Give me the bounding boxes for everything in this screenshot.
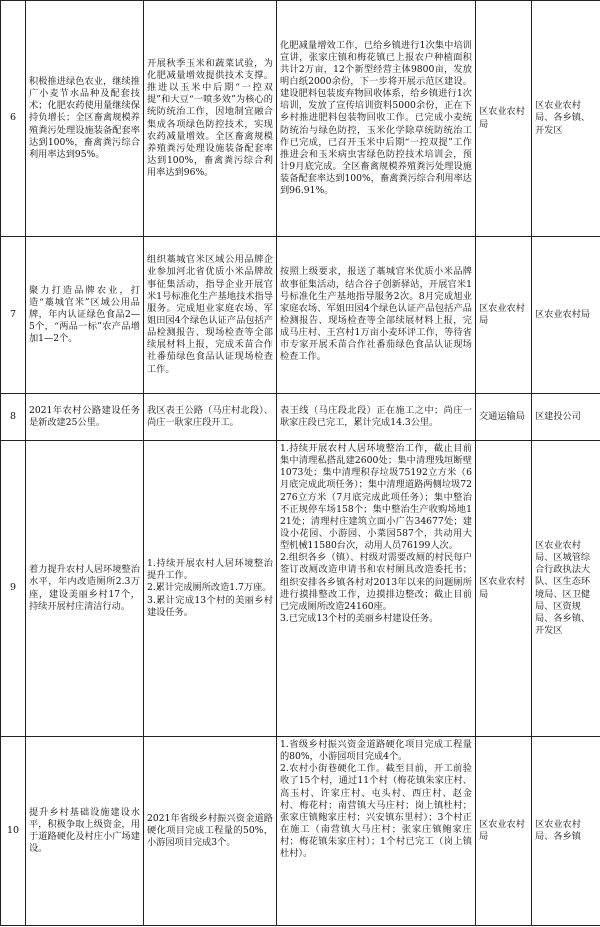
table-row [1,394,600,441]
row-number: 9 [1,441,26,737]
responsible-unit-cell: 区建投公司 [532,394,600,441]
plan-cell: 2021年省级乡村振兴资金道路硬化项目完成工程量的50%，小游园项目完成3个。 [144,737,277,926]
progress-cell: 1.持续开展农村人居环境整治工作，截止目前集中清理私搭乱建2600处；集中清理残垣断壁1073处；集中清理积存垃圾75192立方米（6月底完成此项任务）；集中清理道路两侧垃圾72276立方米（7月底完成此项任务）；集中整治不正规停车场158个；集中整治生产收购场地121处；清理村庄建筑立面小广告34677处；建设小花园、小游园、小菜园587个，共动用大型机械11580台次，动用人员76199人次。 2.组织各乡（镇）、村级对需要改厕的村民每户签订改厕改造申请书和农村厕具改造委托书；组织安排各乡镇各村对2013年以来的问题厕所进行摸排整改工作，边摸排边整改；截止目前已完成厕所改造24160座。 3.已完成13个村的美丽乡村建设任务。 [277,441,476,737]
row-number: 7 [1,237,26,394]
row-number: 8 [1,394,26,441]
plan-cell: 1.持续开展农村人居环境整治提升工作。 2.累计完成厕所改造1.7万座。 3.累计完成13个村的美丽乡村建设任务。 [144,441,277,737]
row-number: 10 [1,737,26,926]
plan-cell: 组织藁城官米区域公用品牌企业参加河北省优质小米品牌故事征集活动，指导企业开展官米1号标准化生产基地技术指导服务。完成旭业家庭农场、军姐田园4个绿色认证产品包括产品检测报告、现场检查等全部续展材料上报，完成禾苗合作社番茄绿色食品认证现场检查工作。 [144,237,277,394]
lead-unit-cell: 区农业农村局 [476,237,532,394]
progress-cell: 化肥减量增效工作，已给乡镇进行1次集中培训宣讲，张家庄镇和梅花镇已上报农户种植面积共计2万亩，12个新型经营主体9800亩，发放明白纸2000余份，下一步将开展示范区建设。建设肥料包装废弃物回收体系，给乡镇进行1次培训，发放了宣传培训资料5000余份，正在下乡村推进肥料包装物回收工作。已完成小麦统防统治与绿色防控，玉米化学除草统防统治工作已完成，已召开玉米中后期“一控双提”工作推进会和玉米病虫害绿色防控技术培训会，预计9月底完成。全区畜禽规模养殖粪污处理设施装备配套率达到100%，畜禽粪污综合利用率达到96.91%。 [277,1,476,237]
table-row [1,737,600,926]
lead-unit-cell: 交通运输局 [476,394,532,441]
progress-cell: 表王线（马庄段北段）正在施工之中；尚庄一耿家庄段已完工，累计完成14.3公里。 [277,394,476,441]
task-cell: 积极推进绿色农业，继续推广小麦节水品种及配套技术；化肥农药使用量继续保持负增长；全区畜禽规模养殖粪污处理设施装备配套率达到100%，畜禽粪污综合利用率达到95%。 [26,1,144,237]
task-cell: 提升乡村基础设施建设水平，积极争取上级资金，用于道路硬化及村庄小广场建设。 [26,737,144,926]
responsible-unit-cell: 区农业农村局、各乡镇、开发区 [532,1,600,237]
task-cell: 2021年农村公路建设任务是新改建25公里。 [26,394,144,441]
responsible-unit-cell: 区农业农村局、各乡镇 [532,737,600,926]
table-row [1,441,600,737]
task-cell: 着力提升农村人居环境整治水平，年内改造厕所2.3万座，建设美丽乡村17个，持续开展村庄清洁行动。 [26,441,144,737]
row-number: 6 [1,1,26,237]
plan-cell: 我区表王公路（马庄村北段）、尚庄一耿家庄段开工。 [144,394,277,441]
lead-unit-cell: 区农业农村局 [476,441,532,737]
table-row [1,237,600,394]
lead-unit-cell: 区农业农村局 [476,737,532,926]
plan-cell: 开展秋季玉米和蔬菜试验，为化肥减量增效提供技术支撑。推进以玉米中后期“一控双提”和大豆“一喷多效”为核心的统防统治工作，因地制宜融合集成各项绿色防控技术，实现农药减量增效。全区畜禽规模养殖粪污处理设施装备配套率达到100%，畜禽粪污综合利用率达到96%。 [144,1,277,237]
responsible-unit-cell: 区农业农村局 [532,237,600,394]
progress-cell: 按照上级要求，报送了藁城官米优质小米品牌故事征集活动，结合谷子创新驿站，开展官米1号标准化生产基地指导服务2次。8月完成旭业家庭农场、军姐田园4个绿色认证产品包括产品检测报告、现场检查等全部续展材料上报，完成马庄村、王宫村1万亩小麦环评工作，等待省市专家开展禾苗合作社番茄绿色食品认证现场检查工作。 [277,237,476,394]
lead-unit-cell: 区农业农村局 [476,1,532,237]
table-row [1,1,600,237]
task-cell: 聚力打造品牌农业，打造“藁城官米”区域公用品牌，年内认证绿色食品2—5个，“两品一标”农产品增加1—2个。 [26,237,144,394]
responsible-unit-cell: 区农业农村局、区城管综合行政执法大队、区生态环境局、区卫健局、区资规局、各乡镇、开发区 [532,441,600,737]
progress-cell: 1.省级乡村振兴资金道路硬化项目完成工程量的80%，小游园项目完成4个。 2.农村小街巷硬化工作。截至目前，开工前验收了15个村，通过11个村（梅花镇朱家庄村、高玉村、许家庄村、屯头村、西庄村、赵金村、梅花村；南营镇大马庄村；岗上镇杜村；张家庄镇鲍家庄村；兴安镇东里村）；3个村正在施工（南营镇大马庄村；张家庄镇鲍家庄村；梅花镇朱家庄村）；1个村已完工（岗上镇杜村）。 [277,737,476,926]
